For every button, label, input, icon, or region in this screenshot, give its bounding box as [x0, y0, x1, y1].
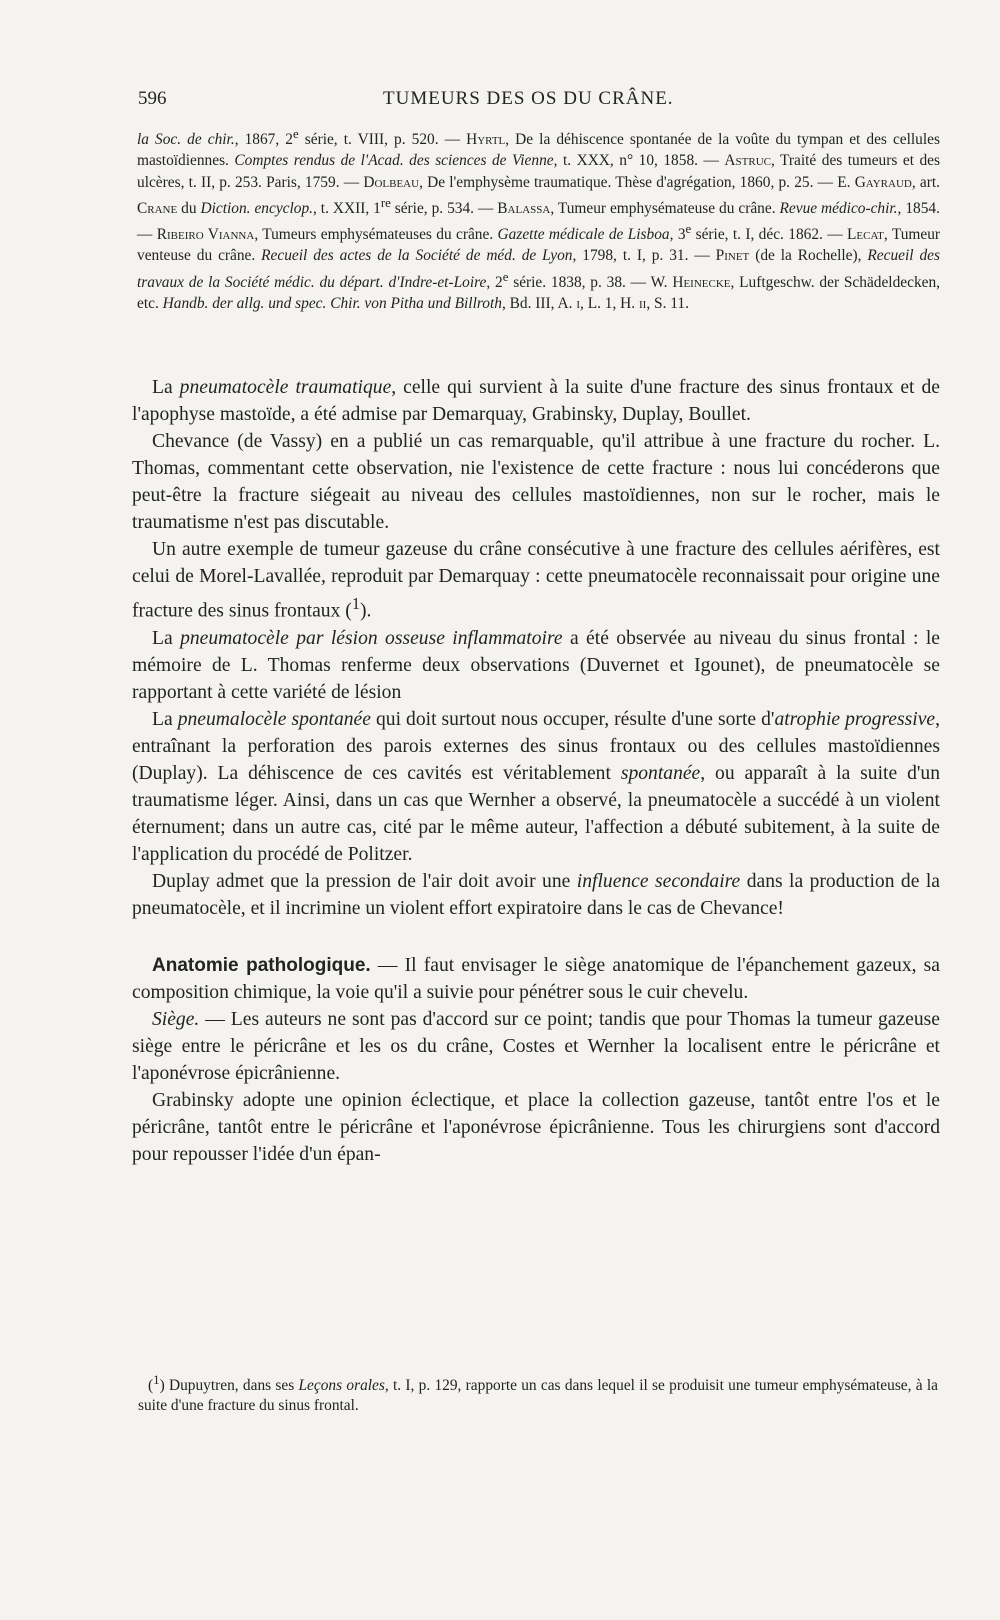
running-title: TUMEURS DES OS DU CRÂNE. [383, 88, 674, 109]
paragraph [132, 868, 940, 922]
text-run: série, p. 534. — [390, 199, 498, 217]
text-run: Recueil des travaux de la Société médic. du départ. d'Indre-et-Loire [137, 247, 940, 291]
text-run: — Il faut envisager le siège anatomique de l'épanchement gazeux, sa composition chimique, la voie qu'il a suivie pour pénétrer sous le cuir chevelu. [132, 954, 941, 1003]
text-run: , De l'emphysème traumatique. Thèse d'agrégation, 1860, p. 25. — E. [419, 173, 855, 191]
text-run: influence secondaire [576, 870, 741, 892]
bibliography-references [137, 124, 940, 314]
text-run: , art. [911, 173, 940, 191]
text-run: , Luftgeschw. der Schädeldecken, etc. [137, 273, 941, 312]
paragraph [132, 536, 940, 625]
text-run: ii [639, 294, 647, 312]
text-run: Gayraud [854, 173, 912, 191]
text-run: Duplay admet que la pression de l'air doit avoir une [152, 870, 577, 892]
footnote [138, 1370, 938, 1416]
text-run: dans la production de la pneumatocèle, et il incrimine un violent effort expiratoire dans le cas de Chevance! [132, 870, 940, 919]
text-run: , t. XXII, 1 [313, 199, 381, 217]
main-text [132, 374, 940, 1168]
text-run: Gazette médicale de Lisboa [497, 226, 670, 244]
text-run: , Tumeur venteuse du crâne. [137, 226, 941, 265]
text-run: Pinet [715, 247, 750, 265]
text-run: atrophie progressive [774, 708, 936, 730]
text-run: , Tumeur emphysémateuse du crâne. [550, 199, 780, 217]
text-run: La [152, 627, 181, 649]
text-run: , De la déhiscence spontanée de la voûte du tympan et des cellules mastoïdiennes. [137, 131, 940, 170]
text-run: , entraînant la perforation des parois externes des sinus frontaux ou des cellules mastoïdiennes (Duplay). La déhiscence de ces cavités est véritablement [132, 708, 940, 784]
text-run: 1 [351, 594, 360, 613]
text-run: Dolbeau [363, 173, 420, 191]
text-run: série, t. I, déc. 1862. — [691, 226, 847, 244]
text-run: ). [359, 600, 372, 622]
text-run: — Les auteurs ne sont pas d'accord sur ce point; tandis que pour Thomas la tumeur gazeuse siège entre le péricrâne et les os du crâne, Costes et Wernher la localisent entre le péricrâne et l'aponévrose épicrânienne. [132, 1008, 940, 1084]
text-run: re [380, 195, 391, 210]
text-run: La [152, 708, 178, 730]
text-run: , Bd. III, A. [501, 294, 577, 312]
text-run: Astruc [724, 152, 771, 170]
text-run: Ribeiro Vianna [156, 226, 255, 244]
text-run: , 1798, t. I, p. 31. — [572, 247, 716, 265]
text-run: , t. XXX, n° 10, 1858. — [553, 152, 725, 170]
paragraph [132, 625, 940, 706]
text-run: Heinecke [672, 273, 731, 291]
paragraph [132, 428, 940, 536]
text-run: spontanée [620, 762, 701, 784]
text-run: Balassa [497, 199, 551, 217]
text-run: , celle qui survient à la suite d'une fracture des sinus frontaux et de l'apophyse mastoïde, a été admise par Demarquay, Grabinsky, Duplay, Boullet. [132, 377, 940, 425]
text-run: pneumatocèle traumatique [179, 377, 392, 398]
text-run: e [685, 222, 692, 237]
text-run: ( [148, 1377, 154, 1395]
text-run: (de la Rochelle), [749, 247, 868, 265]
paragraph [132, 706, 940, 868]
text-run: e [502, 269, 509, 284]
text-run: Diction. encyclop. [200, 199, 313, 217]
text-run: a été observée au niveau du sinus frontal : le mémoire de L. Thomas renferme deux observations (Duvernet et Igounet), de pneumatocèle se rapportant à cette variété de lésion [132, 627, 940, 703]
text-run: série, t. VIII, p. 520. — [298, 131, 467, 149]
text-run: , 3 [669, 226, 686, 244]
section-heading: Anatomie pathologique. [152, 954, 371, 976]
text-run: série. 1838, p. 38. — W. [508, 273, 673, 291]
text-run: , L. 1, H. [580, 294, 639, 312]
text-run: , S. 11. [646, 294, 689, 312]
text-run: , Tumeurs emphysémateuses du crâne. [254, 226, 498, 244]
text-run: Hyrtl [466, 131, 506, 149]
text-run: ) Dupuytren, dans ses [159, 1377, 299, 1395]
text-run: Un autre exemple de tumeur gazeuse du crâne consécutive à une fracture des cellules aérifères, est celui de Morel-Lavallée, reproduit par Demarquay : cette pneumatocèle reconnaissait pour origine une fracture des sinus frontaux ( [132, 539, 940, 622]
paragraph [132, 1087, 940, 1168]
paragraph [132, 952, 940, 1006]
text-run: 1 [153, 1373, 160, 1387]
text-run: pneumalocèle spontanée [177, 708, 371, 730]
text-run: Revue médico-chir. [779, 199, 898, 217]
text-run: , Traité des tumeurs et des ulcères, t. II, p. 253. Paris, 1759. — [137, 152, 940, 191]
paragraph [132, 1006, 940, 1087]
text-run: Handb. der allg. und spec. Chir. von Pitha und Billroth [162, 294, 502, 312]
text-run: Lecat [847, 226, 884, 244]
text-run: Recueil des actes de la Société de méd. de Lyon [261, 247, 573, 265]
text-run: e [292, 127, 299, 141]
text-run: , t. I, p. 129, rapporte un cas dans lequel il se produisit une tumeur emphysémateuse, à la suite d'une fracture du sinus frontal. [138, 1377, 938, 1415]
text-run: Siège. [152, 1008, 200, 1030]
text-run: Chevance (de Vassy) en a publié un cas remarquable, qu'il attribue à une fracture du rocher. L. Thomas, commentant cette observation, nie l'existence de cette fracture : nous lui concéderons que peut-être la fracture siégeait au niveau des cellules mastoïdiennes, non sur le rocher, mais le traumatisme n'est pas discutable. [132, 431, 940, 533]
text-run: La [152, 377, 180, 398]
text-run: la Soc. de chir. [137, 131, 235, 149]
text-run: Leçons orales [298, 1377, 385, 1395]
text-run: pneumatocèle par lésion osseuse inflammatoire [180, 627, 563, 649]
text-run: , 2 [486, 273, 503, 291]
text-run: du [177, 199, 201, 217]
text-run: qui doit surtout nous occuper, résulte d'une sorte d' [370, 708, 775, 730]
text-run: Comptes rendus de l'Acad. des sciences de Vienne [234, 152, 554, 170]
section-gap [132, 922, 940, 952]
text-run: , 1854. — [137, 199, 940, 244]
paragraph [132, 374, 940, 428]
text-run: , 1867, 2 [234, 131, 293, 149]
text-run: Crane [137, 199, 178, 217]
text-run: , ou apparaît à la suite d'un traumatisme léger. Ainsi, dans un cas que Wernher a observé, la pneumatocèle a succédé à un violent éternument; dans un autre cas, cité par le même auteur, l'affection a débuté subitement, à la suite de l'application du procédé de Politzer. [132, 762, 940, 865]
page-number: 596 [138, 88, 167, 109]
text-run: Grabinsky adopte une opinion éclectique, et place la collection gazeuse, tantôt entre l'os et le péricrâne, tantôt entre le péricrâne et l'aponévrose épicrânienne. Tous les chirurgiens sont d'accord pour repousser l'idée d'un épan- [132, 1089, 940, 1165]
text-run: i [576, 294, 580, 312]
page-header [138, 88, 940, 112]
